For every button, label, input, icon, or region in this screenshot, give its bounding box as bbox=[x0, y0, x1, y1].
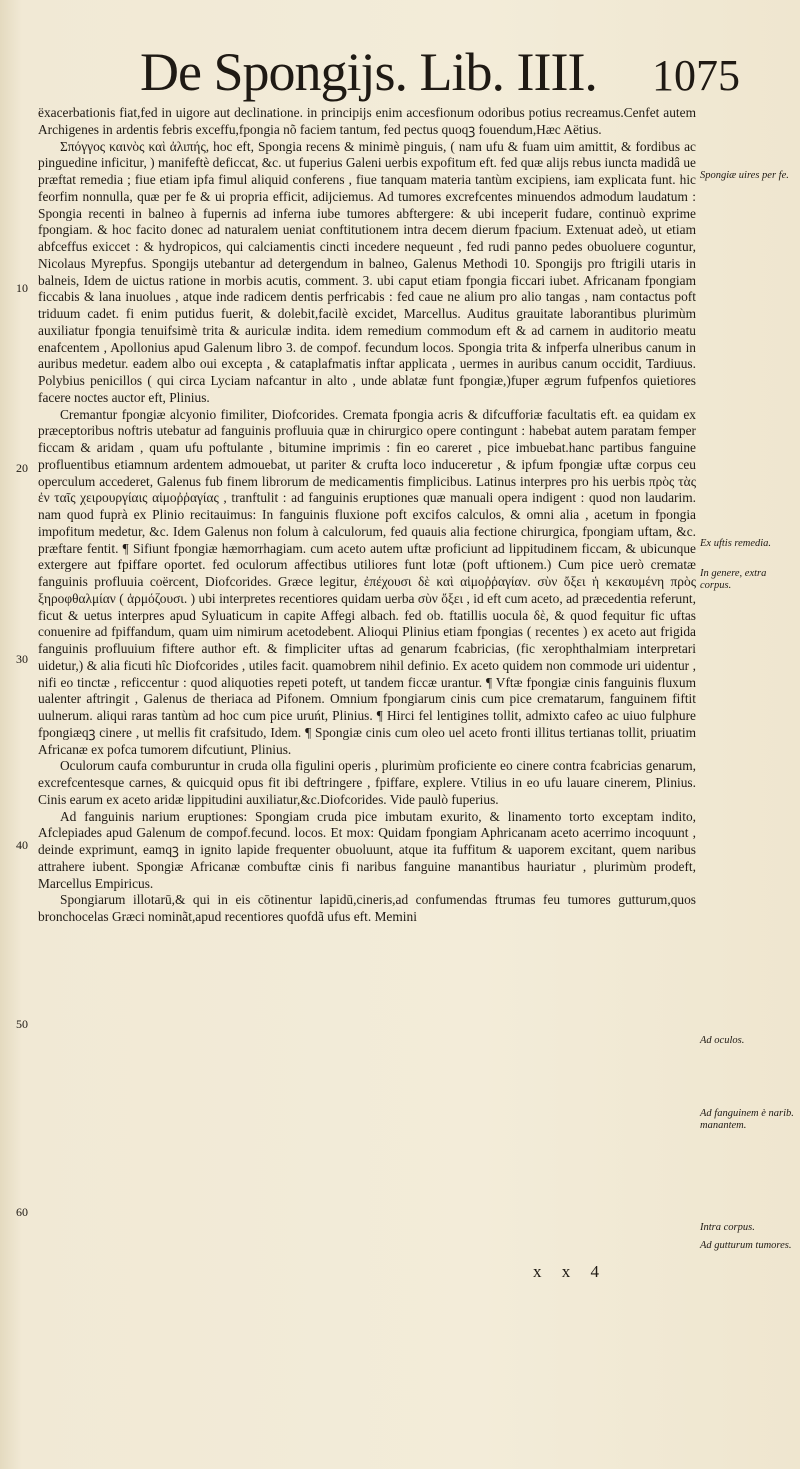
line-number: 50 bbox=[16, 1017, 28, 1031]
paragraph: Oculorum caufa comburuntur in cruda olla figulini operis , plurimùm proficiente eo cinere contra fcabricias genarum, excrefcentesque carnes, & quicquid opus fit ibi deftringere , fpiffare, explere. Vtilius in eo ufu lauare cinerem, Plinius. Cinis earum ex aceto aridæ lippitudini auxiliatur,&c.Diofcorides. Vide paulò fuperius. bbox=[38, 758, 696, 807]
margin-note: Ad fanguinem è narib. manantem. bbox=[700, 1108, 794, 1131]
line-number: 20 bbox=[16, 461, 28, 475]
page-title: De Spongijs. Lib. IIII. bbox=[140, 42, 597, 102]
body-text bbox=[38, 105, 696, 926]
paragraph: Spongiarum illotarū,& qui in eis cōtinentur lapidū,cineris,ad confumendas ftrumas feu tumores gutturum,quos bronchocelas Græci nominãt,apud recentiores quofdã ufus eft. Memini bbox=[38, 892, 696, 924]
margin-note: Spongiæ uires per fe. bbox=[700, 170, 789, 181]
running-head bbox=[140, 42, 780, 106]
line-number: 40 bbox=[16, 838, 28, 852]
margin-note: Ad gutturum tumores. bbox=[700, 1240, 792, 1251]
paragraph: Cremantur fpongiæ alcyonio fimiliter, Diofcorides. Cremata fpongia acris & difcufforiæ facultatis eft. ea quidam ex præceptoribus noftris utebatur ad fanguinis profluuia quæ in chirurgico opere contingunt : habebat autem paratam femper ficcam & aridam , quam ufu poftulante , bitumine imprimis : fin eo careret , pice imbuebat.hanc partibus fanguine profluentibus etiamnum ardentem admouebat, ut pariter & crufta loco induceretur , & ipfum fpongiæ uftæ corpus ceu operculum accederet, Galenus fub finem librorum de medicamentis fimplicibus. Latinus interpres pro his uerbis πρὸς τὰς ἐν ταῖς χειρουργίαις αἱμοῤῥαγίας , tranftulit : ad fanguinis eruptiones quæ manuali opera indigent : quod non laudarim. nam quod fuprà ex Plinio recitauimus: In fanguinis fluxione poft excifos calculos, & omni alia , acetum in fpongia impofitum medetur, &c. Idem Galenus non folum à calculorum, fed quauis alia fectione chirurgica, fpongiam uftam, &c. præftare fentit. ¶ Sifiunt fpongiæ hæmorrhagiam. cum aceto autem uftæ proficiunt ad lippitudinem ficcam, & ubicunque extergere aut fpiffare oportet. fed oculorum affectibus utiliores funt lotæ (poft uftionem.) Cum pice uerò crematæ fanguinis profluuia coërcent, Diofcorides. Græce legitur, ἐπέχουσι δὲ καὶ αἱμοῤῥαγίαν. σὺν ὄξει ἡ κεκαυμένη πρὸς ξηροφθαλμίαν ( ἁρμόζουσι. ) ubi interpretes recentiores quidam uerba σὺν ὄξει , id eft cum aceto, ad præcedentia referunt, ficut & uetus interpres apud Syluaticum in capite Affegi albach. fed ob. ftatillis uocula δὲ, & quod fequitur fic uftas conuenire ad fpiffandum, quam uim nimirum acetodebent. Alioqui Plinius etiam fpongias ( recentes ) ex aceto aut frigida fanguinis profluuium fiftere author eft. & fimpliciter uftas ad genarum fcabricias, (fic xerophthalmiam interpretari uidetur,) & alia ficuti hîc Diofcorides , utiles facit. quamobrem nihil definio. Ex aceto quidem non commode uri uidentur , nifi eo tinctæ , reficcentur : quod aliquoties repeti poteft, ut tandem ficcæ urantur. ¶ Vftæ fpongiæ cinis fanguinis fluxum ualenter aftringit , Galenus de theriaca ad Pifonem. Omnium fpongiarum cinis cum pice crematarum, fanguinem fiftit uulnerum. aliqui raras tantùm ad hoc cum pice uruńt, Plinius. ¶ Hirci fel lentigines tollit, admixto cafeo ac uiuo fulphure fpongiæqꝫ cinere , ut mellis fit crafsitudo, Idem. ¶ Spongiæ cinis cum oleo uel aceto fronti illitus tertianas tollit, priuatim Africanæ ex pofca tumorem difcutiunt, Plinius. bbox=[38, 406, 696, 757]
paragraph: ëxacerbationis fiat,fed in uigore aut declinatione. in principijs enim accesfionum odoribus potius recreamus.Cenfet autem Archigenes in ardentis febris exceffu,fpongia nõ faciem tantum, fed pectus quoqꝫ fouendum,Hæc Aëtius. bbox=[38, 105, 696, 137]
paragraph: Ad fanguinis narium eruptiones: Spongiam cruda pice imbutam exurito, & linamento torto exceptam indito, Afclepiades apud Galenum de compof.fecund. locos. Et mox: Quidam fpongiam Aphricanam aceto acerrimo incoquunt , deinde exprimunt, eamqꝫ in ignito lapide frequenter obuoluunt, atque ita fuffitum & uaporem excitant, quem naribus attrahere iubent. Spongiæ Africanæ combuftæ cinis fi naribus fanguine manantibus hauriatur , plurimùm prodeft, Marcellus Empiricus. bbox=[38, 808, 696, 891]
margin-note: Ad oculos. bbox=[700, 1035, 745, 1046]
line-number: 60 bbox=[16, 1205, 28, 1219]
line-number: 30 bbox=[16, 652, 28, 666]
line-number: 10 bbox=[16, 281, 28, 295]
margin-note: Intra corpus. bbox=[700, 1222, 755, 1233]
margin-note: In genere, extra corpus. bbox=[700, 568, 767, 591]
page-number: 1075 bbox=[652, 51, 740, 100]
paragraph: Σπόγγος καινὸς καὶ ἀλιπής, hoc eft, Spongia recens & minimè pinguis, ( nam ufu & fuam uim amittit, & fordibus ac pinguedine inficitur, ) manifeftè deficcat, &c. ut fuperius Galeni uerbis expofitum eft. fed quæ alijs rebus iuncta madidâ ue præftat remedia ; fiue etiam ipfa fimul aliquid conferens , fiue tanquam materia tantùm excipiens, iam explicata funt. hic feorfim nonnulla, quæ per fe & ui propria efficit, adijciemus. Ad tumores excrefcentes minuendos admodum laudatum : Spongia recenti in balneo à fupernis ad inferna iube tumores abftergere: & ubi inceperit fudare, continuò exprime fpongiam. & hoc facito donec ad naturalem ueniat conftitutionem intra decem dierum fpacium. Extenuat adeò, ut etiam abfceffus exiccet : & hydropicos, qui calciamentis cincti incedere nequeunt , fed rudi panno pedes obuoluere coguntur, Nicolaus Myrepfus. Spongijs utebantur ad detergendum in balneo, Galenus Methodi 10. Spongijs pro ftrigili utaris in balneis, Idem de uictus ratione in morbis acutis, comment. 3. ubi caput etiam fpongia ficcari iubet. Africanam fpongiam ficcabis & lana inuolues , atque inde radicem dentis perfricabis : fed caue ne alium pro alio tangas , nam contactus poft triduum cadet. fi enim putidus fuerit, & dolebit,facilè excidet, Marcellus. Auditus grauitate laborantibus plurimùm auxiliatur fpongia tenuifsimè trita & auriculæ indita. idem remedium commodum eft & ad carnem in auditorio meatu enafcentem , Apollonius apud Galenum libro 3. de compof. fecundum locos. Spongia trita & infperfa ulneribus canum in auribus medetur. eadem albo oui excepta , & cataplafmatis inftar applicata , uermes in auribus canum occidit, Tardiuus. Polybius penicillos ( qui circa Lyciam nafcantur in alto , unde ablatæ funt fpongiæ,)fuper ægrum fufpenfos quietiores facere noctes auctor eft, Plinius. bbox=[38, 138, 696, 405]
signature-mark: x x 4 bbox=[533, 1262, 607, 1281]
margin-note: Ex uftis remedia. bbox=[700, 538, 772, 549]
